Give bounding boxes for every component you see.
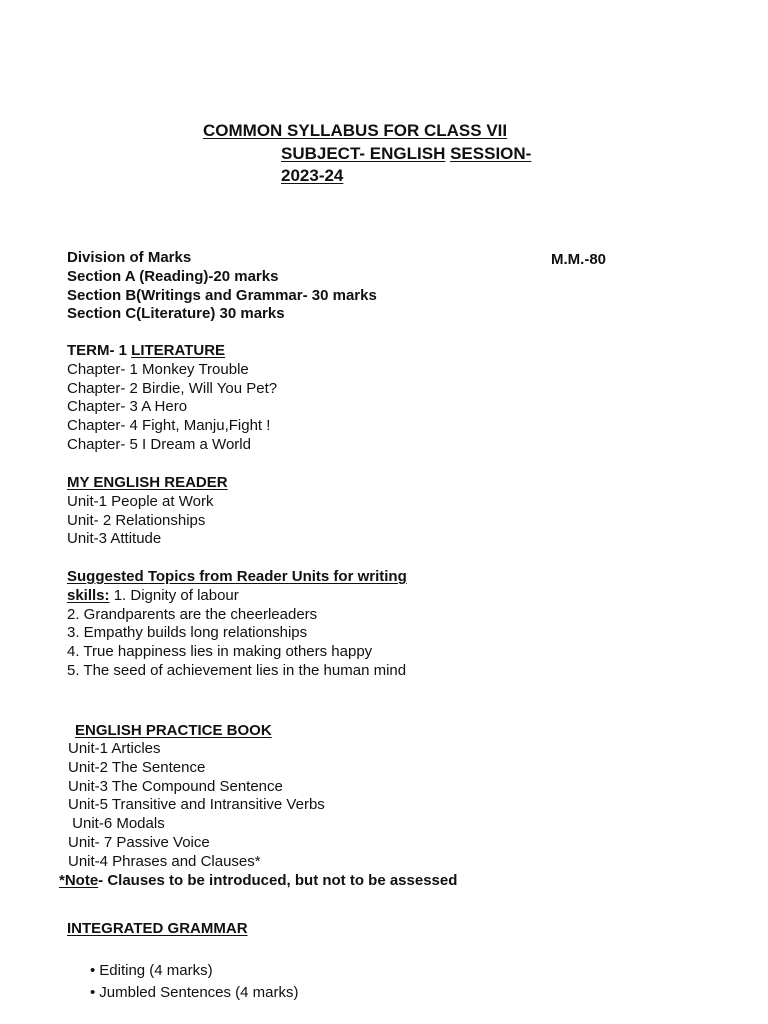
practice-unit: Unit-2 The Sentence: [68, 758, 206, 776]
topics-first-line: skills: 1. Dignity of labour: [67, 586, 239, 604]
title-line-1: COMMON SYLLABUS FOR CLASS VII: [203, 121, 508, 140]
topic-item: 4. True happiness lies in making others happy: [67, 643, 373, 661]
grammar-item: • Editing (4 marks): [90, 960, 299, 982]
topic-item: 2. Grandparents are the cheerleaders: [67, 605, 318, 623]
practice-note: [59, 872, 457, 889]
section-a: Section A (Reading)-20 marks: [67, 267, 279, 285]
practice-unit: Unit-3 The Compound Sentence: [68, 777, 283, 795]
chapter-item: Chapter- 3 A Hero: [67, 398, 188, 416]
practice-heading: ENGLISH PRACTICE BOOK: [75, 722, 272, 739]
section-b: Section B(Writings and Grammar- 30 marks: [67, 286, 377, 304]
title-line-3: 2023-24: [281, 166, 344, 185]
practice-unit: Unit- 7 Passive Voice: [68, 833, 210, 851]
topics-heading: Suggested Topics from Reader Units for writing: [67, 568, 407, 585]
topic-item: 3. Empathy builds long relationships: [67, 624, 308, 642]
grammar-heading: INTEGRATED GRAMMAR: [67, 920, 248, 937]
term1-section: [67, 342, 277, 455]
session-label: SESSION-: [450, 144, 532, 163]
practice-unit: Unit-5 Transitive and Intransitive Verbs: [68, 796, 325, 814]
practice-unit: Unit-6 Modals: [68, 815, 165, 833]
reader-unit: Unit- 2 Relationships: [67, 511, 206, 529]
grammar-item: • Jumbled Sentences (4 marks): [90, 982, 299, 1004]
chapter-item: Chapter- 4 Fight, Manju,Fight !: [67, 417, 271, 435]
grammar-list: [90, 960, 299, 1004]
practice-units: [68, 740, 325, 872]
reader-section: [67, 474, 228, 549]
practice-unit: Unit-4 Phrases and Clauses*: [68, 852, 261, 870]
reader-unit: Unit-3 Attitude: [67, 530, 162, 548]
reader-heading: MY ENGLISH READER: [67, 474, 228, 491]
practice-unit: Unit-1 Articles: [68, 740, 161, 757]
division-heading: Division of Marks: [67, 249, 192, 266]
topic-item: 5. The seed of achievement lies in the human mind: [67, 661, 407, 679]
max-marks: M.M.-80: [551, 251, 607, 268]
chapter-item: Chapter- 2 Birdie, Will You Pet?: [67, 379, 278, 397]
reader-unit: Unit-1 People at Work: [67, 492, 214, 510]
section-c: Section C(Literature) 30 marks: [67, 305, 285, 323]
chapter-item: Chapter- 1 Monkey Trouble: [67, 360, 249, 378]
topics-section: [67, 568, 407, 681]
title-line-2: [281, 144, 531, 164]
chapter-item: Chapter- 5 I Dream a World: [67, 435, 251, 453]
note-text: - Clauses to be introduced, but not to be assessed: [98, 872, 458, 889]
subject-label: SUBJECT- ENGLISH: [281, 144, 446, 163]
marks-division: [67, 249, 377, 324]
note-label: *Note: [59, 872, 99, 889]
term1-heading: TERM- 1 LITERATURE: [67, 342, 226, 359]
